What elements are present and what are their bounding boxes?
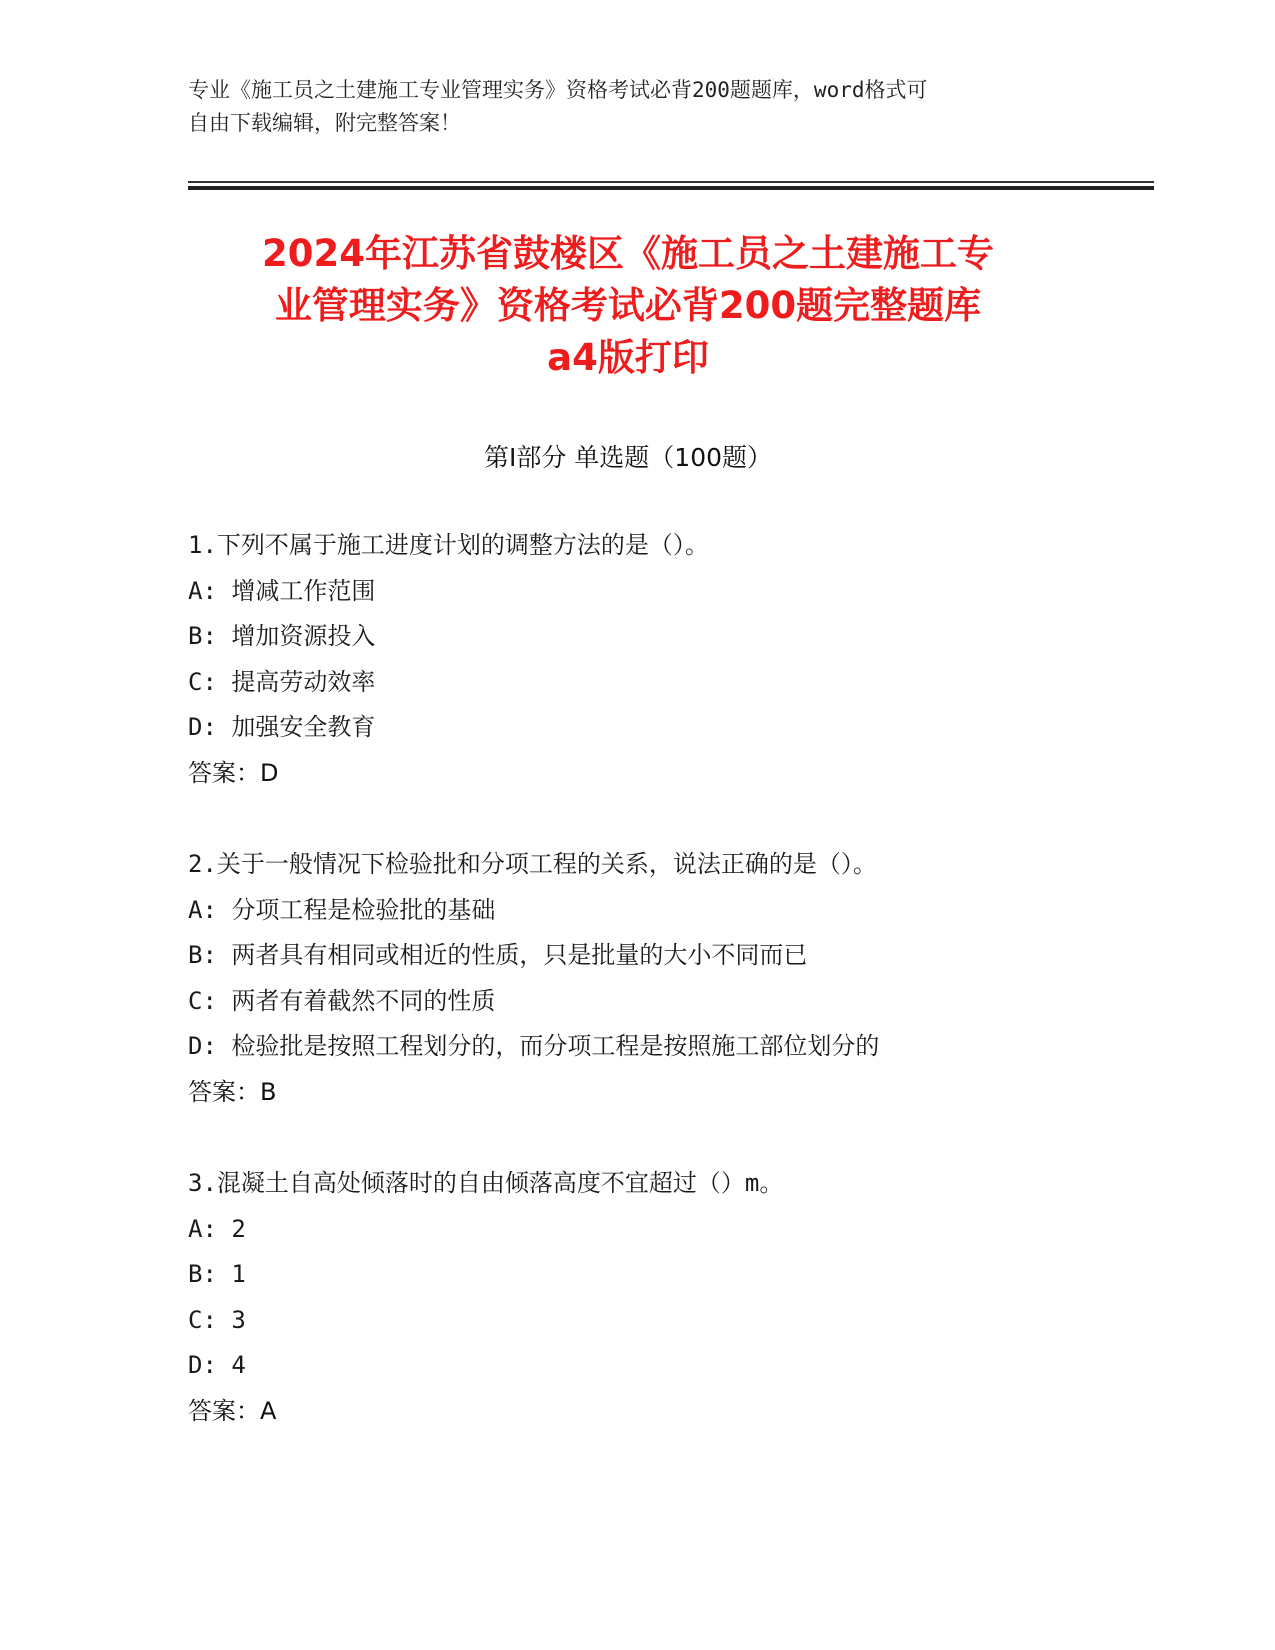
section-heading: 第Ⅰ部分 单选题（100题） [483,443,773,472]
option-c: C: 两者有着截然不同的性质 [188,986,496,1015]
option-a: A: 分项工程是检验批的基础 [188,895,496,924]
header-note-line-2: 自由下载编辑，附完整答案！ [188,111,461,135]
option-b: B: 1 [188,1260,246,1288]
document-title [188,228,1068,384]
option-c: C: 3 [188,1305,246,1334]
title-line-1: 2024年江苏省鼓楼区《施工员之土建施工专 [262,232,994,275]
question-1 [188,523,1088,796]
question-stem: 1.下列不属于施工进度计划的调整方法的是（）。 [188,531,709,559]
option-b: B: 两者具有相同或相近的性质，只是批量的大小不同而已 [188,941,808,969]
header-divider-thick [188,186,1154,190]
question-stem: 3.混凝土自高处倾落时的自由倾落高度不宜超过（）m。 [188,1169,784,1197]
option-d: D: 加强安全教育 [188,713,376,741]
option-a: A: 2 [188,1214,246,1243]
title-line-3: a4版打印 [547,336,709,379]
answer-line: 答案：D [188,758,279,787]
header-note-line-1: 专业《施工员之土建施工专业管理实务》资格考试必背200题题库，word格式可 [188,78,928,102]
question-stem: 2.关于一般情况下检验批和分项工程的关系，说法正确的是（）。 [188,850,877,878]
header-note [188,74,1088,140]
answer-line: 答案：B [188,1077,277,1106]
option-a: A: 增减工作范围 [188,576,376,605]
option-d: D: 检验批是按照工程划分的，而分项工程是按照施工部位划分的 [188,1032,880,1060]
question-3 [188,1161,1088,1434]
option-d: D: 4 [188,1351,246,1379]
option-c: C: 提高劳动效率 [188,667,376,696]
answer-line: 答案：A [188,1396,277,1425]
option-b: B: 增加资源投入 [188,622,376,650]
title-line-2: 业管理实务》资格考试必背200题完整题库 [274,284,982,327]
question-2 [188,842,1088,1115]
header-divider-thin [188,181,1154,183]
